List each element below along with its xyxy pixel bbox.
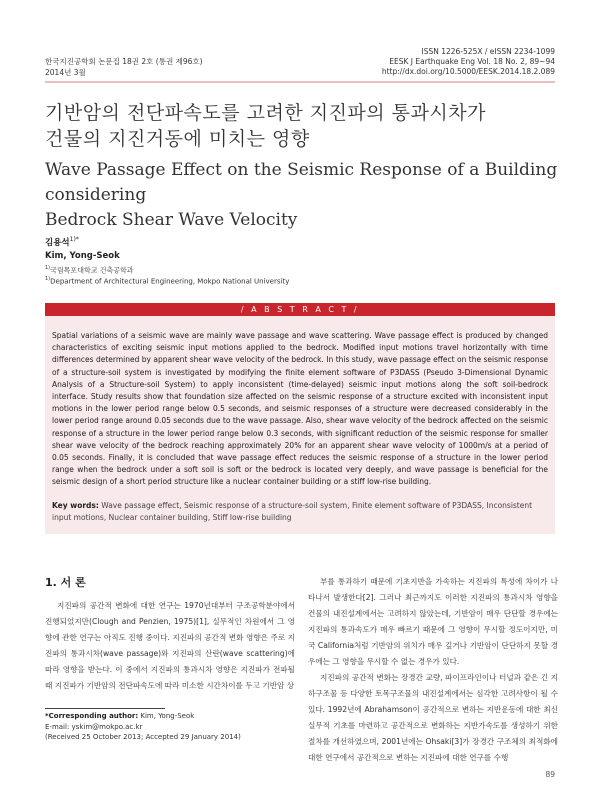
abstract-text: Spatial variations of a seismic wave are mainly wave passage and wave scattering. Wave passage effect is produced by changed characteristics of exciting seismic input motions applied to the bedrock. Modified input motions travel horizontally with time differences determined by apparent shear wave velocity of the bedrock. In this study, wave passage effect on the seismic response of a structure-soil system is investigated by modifying the finite element software of P3DASS (Pseudo 3-Dimensional Dynamic Analysis of a Structure-soil System) to apply inconsistent (time-delayed) seismic input motions along the soft soil-bedrock interface. Study results show that foundation size affected on the seismic response of a structure excited with inconsistent input motions in the lower period range below 0.5 seconds, and seismic responses of a structure were decreased considerably in the lower period range around 0.05 seconds due to the wave passage. Also, shear wave velocity of the bedrock affected on the seismic response of a structure in the lower period range below 0.3 seconds, with significant reduction of the seismic response for smaller shear wave velocity of the bedrock reaching approximately 20% for an apparent shear wave velocity of 1000m/s at a period of 0.05 seconds. Finally, it is concluded that wave passage effect reduces the seismic response of a structure in the lower period range when the bedrock under a soft soil is soft or the bedrock is located very deeply, and wave passage is beneficial for the seismic design of a short period structure like a nuclear container building or a stiff low-rise building. bbox=[52, 331, 548, 487]
footnote-divider bbox=[45, 708, 165, 709]
author-sup: 1)* bbox=[69, 236, 79, 244]
journal-name-ko: 한국지진공학회 논문집 18권 2호 (통권 제96호) bbox=[45, 57, 203, 66]
author-name-en: Kim, Yong-Seok bbox=[45, 251, 120, 261]
corresponding-author bbox=[45, 711, 241, 722]
aff-en-text: Department of Architectural Engineering, Mokpo National University bbox=[50, 277, 290, 286]
author-ko-text: 김용석 bbox=[45, 238, 70, 248]
aff-en-sup: 1) bbox=[45, 276, 51, 282]
corr-name: Kim, Yong-Seok bbox=[138, 712, 195, 720]
header-divider bbox=[45, 81, 555, 83]
body-paragraph: 지진파의 공간적 변화는 장경간 교량, 파이프라인이나 터널과 같은 긴 지하구조물 등 다양한 토목구조물의 내진설계에서는 심각한 고려사항이 될 수 있다. 1992년에 Abrahamson이 공간적으로 변하는 지반운동에 대한 최신 실무적 기초를 마련하고 공간적으로 변화하는 지반가속도를 생성하기 위한 절차를 개선하였으며, 2001년에는 Ohsaki[3]가 장경간 구조체의 최적화에 대한 연구에서 공간적으로 변하는 지진파에 대한 연구를 수행 bbox=[308, 673, 558, 762]
aff-ko-text: 국립목포대학교 건축공학과 bbox=[50, 266, 134, 275]
page-number: 89 bbox=[545, 770, 555, 779]
corr-label: *Corresponding author: bbox=[45, 712, 139, 720]
author-email[interactable]: E-mail: yskim@mokpo.ac.kr bbox=[45, 722, 143, 731]
affiliation-en bbox=[45, 276, 289, 285]
author-name-ko bbox=[45, 236, 79, 248]
title-en-line1: Wave Passage Effect on the Seismic Response of a Building considering bbox=[45, 160, 558, 205]
aff-ko-sup: 1) bbox=[45, 265, 51, 271]
affiliation-ko bbox=[45, 265, 134, 275]
title-korean bbox=[45, 100, 565, 152]
journal-header-right bbox=[382, 47, 555, 77]
title-en-line2: Bedrock Shear Wave Velocity bbox=[45, 210, 298, 230]
footnote bbox=[45, 711, 241, 743]
title-ko-line2: 건물의 지진거동에 미치는 영향 bbox=[45, 128, 310, 150]
title-ko-line1: 기반암의 전단파속도를 고려한 지진파의 통과시차가 bbox=[45, 102, 486, 124]
issn: ISSN 1226-525X / eISSN 2234-1099 bbox=[421, 47, 555, 56]
keywords-text: Wave passage effect, Seismic response of a structure-soil system, Finite element software of P3DASS, Inconsistent input motions, Nuclear container building, Stiff low-rise building bbox=[52, 501, 533, 523]
title-english bbox=[45, 158, 565, 233]
section-heading-intro: 1. 서 론 bbox=[45, 576, 86, 589]
issue-date-ko: 2014년 3월 bbox=[45, 68, 86, 77]
body-column-right bbox=[308, 574, 558, 766]
keywords bbox=[52, 500, 548, 524]
doi-link[interactable]: http://dx.doi.org/10.5000/EESK.2014.18.2.089 bbox=[381, 67, 555, 76]
journal-name-en: EESK J Earthquake Eng Vol. 18 No. 2, 89~94 bbox=[389, 57, 555, 66]
received-dates: (Received 25 October 2013; Accepted 29 January 2014) bbox=[45, 733, 241, 741]
body-paragraph: 지진파의 공간적 변화에 대한 연구는 1970년대부터 구조공학분야에서 진행되었지만(Clough and Penzien, 1975)[1], 실무적인 차원에서 그 영향에 관한 연구는 아직도 진행 중이다. 지진파의 공간적 변화 영향은 주로 지진파의 통과시차(wave passage)와 지진파의 산란(wave scattering)에 따라 영향을 받는다. 이 중에서 지진파의 통과시차 영향은 지진파가 전파될 때 지진파가 기반암의 전단파속도에 따라 미소한 시간차이를 두고 기반암 상 bbox=[45, 601, 295, 690]
body-column-left bbox=[45, 598, 295, 694]
journal-header-left bbox=[45, 56, 203, 78]
body-paragraph: 부를 통과하기 때문에 기초지반을 가속하는 지진파의 특성에 차이가 나타나서 발생한다[2]. 그러나 최근까지도 이러한 지진파의 통과시차 영향을 건물의 내진설계에서는 고려하지 않았는데, 기반암이 매우 단단할 경우에는 지진파의 통과속도가 매우 빠르기 때문에 그 영향이 무시할 정도이지만, 미국 California처럼 기반암의 위치가 매우 깊거나 기반암이 단단하지 못할 경우에는 그 영향을 무시할 수 없는 경우가 있다. bbox=[308, 577, 558, 666]
abstract-heading: / A B S T R A C T / bbox=[45, 303, 555, 316]
keywords-label: Key words: bbox=[52, 501, 99, 510]
